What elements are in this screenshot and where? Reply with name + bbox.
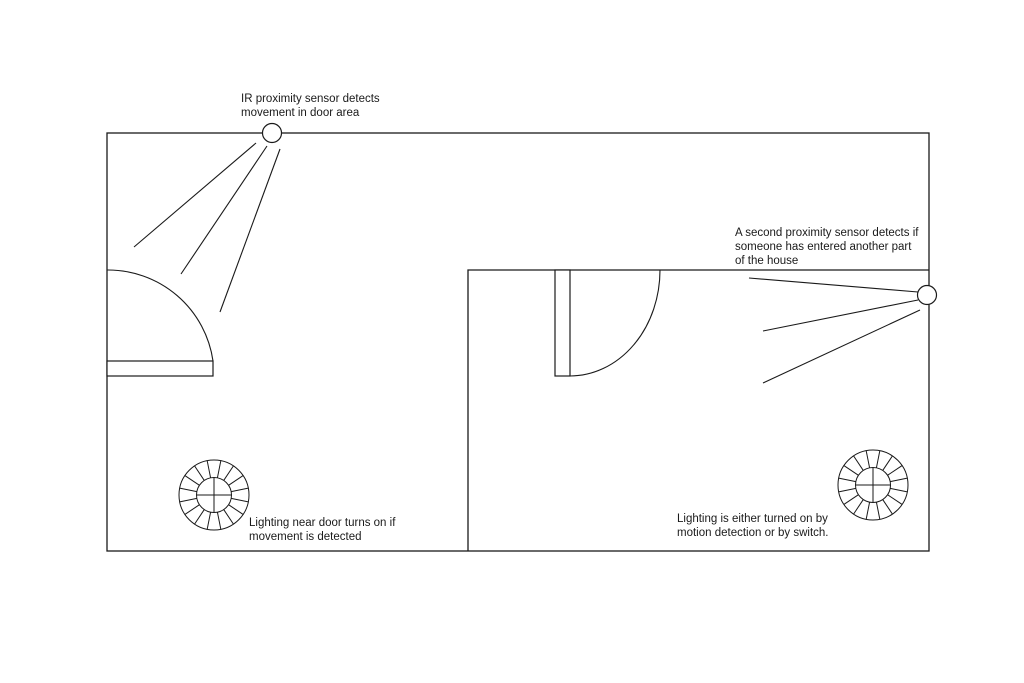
second-sensor-label-line: someone has entered another part [735,241,912,253]
second-sensor-label-line: of the house [735,255,799,267]
door-light-label-line: Lighting near door turns on if [249,517,396,529]
ceiling-light-icon [838,450,908,520]
inner-room-door [555,270,660,376]
proximity-sensor-icon [263,124,282,143]
door-light-label-line: movement is detected [249,531,362,543]
ir-sensor-label [241,92,380,120]
proximity-sensor-icon [918,286,937,305]
ir-sensor-detection-rays [134,143,280,312]
ir-sensor-label-line: movement in door area [241,107,360,119]
ir-sensor-label-line: IR proximity sensor detects [241,93,380,105]
ceiling-light-icon [179,460,249,530]
door-light-label [249,516,395,544]
entrance-door [107,270,213,376]
room-light-label-line: motion detection or by switch. [677,527,829,539]
entrance-door-swing-arc [107,270,213,361]
inner-door-swing-arc [570,270,660,376]
inner-door-leaf [555,270,570,376]
room-light-label-line: Lighting is either turned on by [677,513,828,525]
second-sensor-label [735,226,918,268]
entrance-door-leaf [107,361,213,376]
second-sensor-detection-rays [749,278,920,383]
second-sensor-label-line: A second proximity sensor detects if [735,227,919,239]
room-light-label [677,512,829,540]
